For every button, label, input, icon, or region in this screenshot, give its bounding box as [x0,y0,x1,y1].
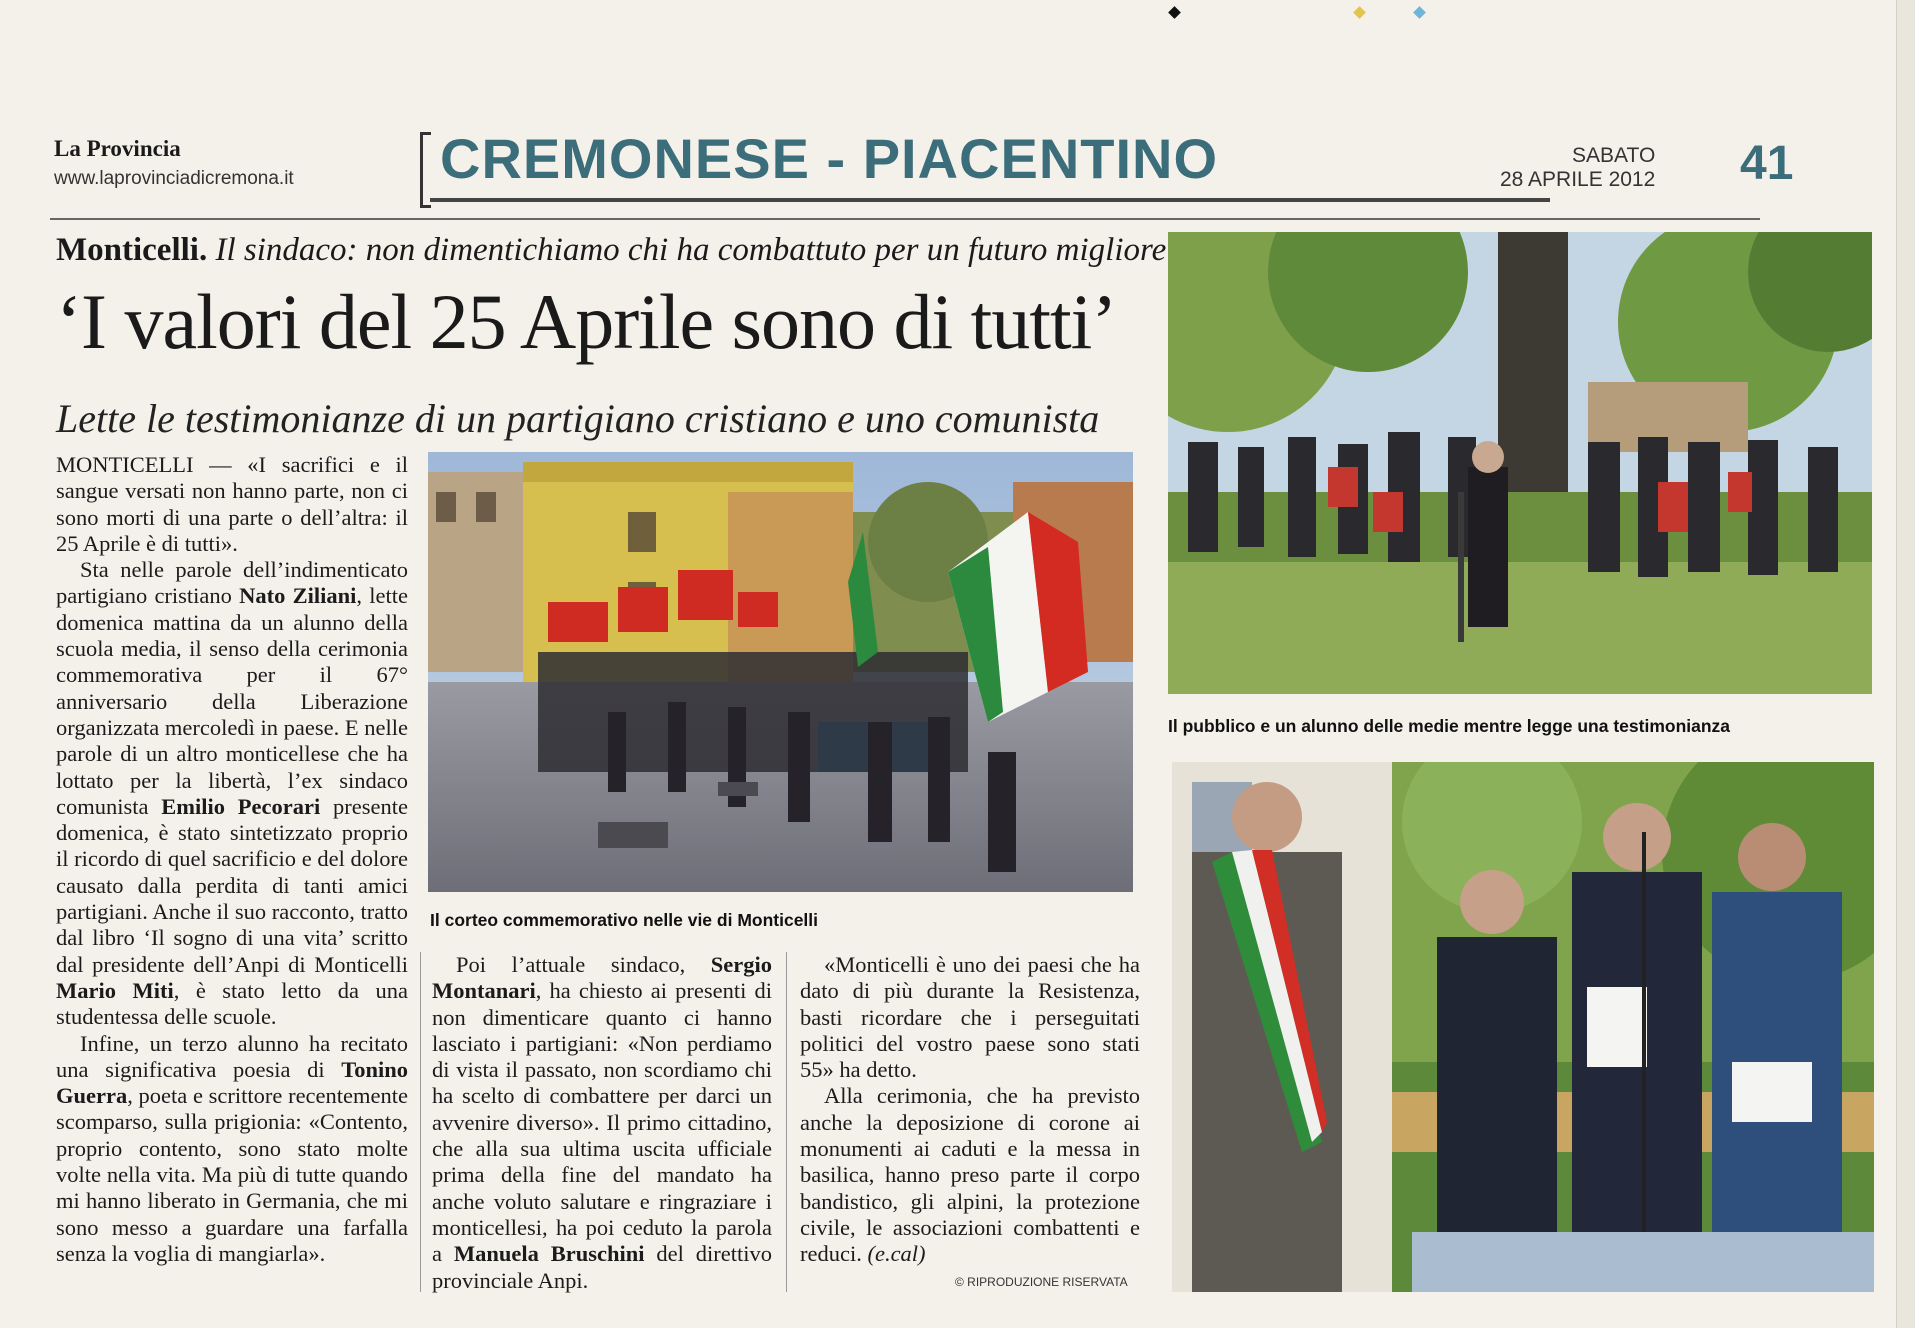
section-title: CREMONESE - PIACENTINO [440,127,1219,190]
kicker-place: Monticelli. [56,232,208,268]
parade-photo-caption: Il corteo commemorativo nelle vie di Monticelli [430,910,819,930]
kicker-text: Il sindaco: non dimentichiamo chi ha combattuto per un futuro migliore [215,232,1167,268]
article-column-1 [56,452,408,1267]
paragraph: Infine, un terzo alunno ha recitato una significativa poesia di Tonino Guerra, poeta e scrittore recentemente scomparso, sulla prigionia: «Contento, proprio contento, sono stato molte volte nella vita. Ma più di tutte quando mi hanno liberato in Germania, che mi sono messo a guardare una farfalla senza la voglia di mangiarla». [56,1030,408,1266]
paragraph: MONTICELLI — «I sacrifici e il sangue versati non hanno parte, non ci sono morti di una parte o dell’altra: il 25 Aprile è di tutti». [56,452,408,556]
crowd-photo-caption: Il pubblico e un alunno delle medie mentre legge una testimonianza [1168,716,1731,736]
copyright-note: © RIPRODUZIONE RISERVATA [955,1275,1128,1289]
parade-photo-image [428,452,1133,892]
masthead [50,126,1794,218]
article-column-3 [800,952,1140,1268]
paragraph: Alla cerimonia, che ha previsto anche la deposizione di corone ai monumenti ai caduti e la messa in basilica, hanno preso parte il corpo bandistico, gli alpini, la protezione civile, le associazioni combattenti e reduci. (e.cal) [800,1083,1140,1267]
paragraph: «Monticelli è uno dei paesi che ha dato di più durante la Resistenza, basti ricordare che i perseguitati politici del vostro paese sono stati 55» ha detto. [800,952,1140,1083]
masthead-rule [430,198,1550,202]
scan-edge [1896,0,1915,1328]
article-column-2 [432,952,772,1294]
section-bracket [420,132,431,208]
article-headline: ‘I valori del 25 Aprile sono di tutti’ [56,278,1117,365]
parade-photo [428,452,1133,892]
article-subheadline: Lette le testimonianze di un partigiano cristiano e uno comunista [56,396,1100,441]
column-rule [420,952,421,1292]
paper-url: www.laprovinciadicremona.it [54,168,294,189]
paragraph: Poi l’attuale sindaco, Sergio Montanari, ha chiesto ai presenti di non dimenticare quanto ci hanno lasciato i partigiani: «Non perdiamo di vista il passato, non scordiamo chi ha scelto di combattere per darci un avvenire diverso». Il primo cittadino, che alla sua ultima uscita ufficiale prima della fine del mandato ha anche voluto salutare e ringraziare i monticellesi, ha poi ceduto la parola a Manuela Bruschini del direttivo provinciale Anpi. [432,952,772,1293]
crowd-photo [1168,232,1872,694]
page-number: 41 [1740,137,1794,190]
paper-name: La Provincia [54,136,181,161]
paragraph: Sta nelle parole dell’indimenticato partigiano cristiano Nato Ziliani, lette domenica mattina da un alunno della scuola media, il senso della cerimonia commemorativa per il 67° anniversario della Liberazione organizzata mercoledì in paese. E nelle parole di un altro monticellese che ha lottato per la libertà, l’ex sindaco comunista Emilio Pecorari presente domenica, è stato sintetizzato proprio il ricordo di quel sacrificio e del dolore causato dalla perdita di tanti amici partigiani. Anche il suo racconto, tratto dal libro ‘Il sogno di una vita’ scritto dal presidente dell’Anpi di Monticelli Mario Miti, è stato letto da una studentessa delle scuole. [56,557,408,1030]
column-rule [786,952,787,1292]
speakers-photo [1172,762,1874,1292]
speakers-photo-image [1172,762,1874,1292]
article-kicker [56,232,1166,269]
issue-day: SABATO [1572,144,1656,167]
crowd-photo-image [1168,232,1872,694]
issue-date: 28 APRILE 2012 [1500,168,1656,191]
masthead-bottom-rule [50,218,1760,220]
